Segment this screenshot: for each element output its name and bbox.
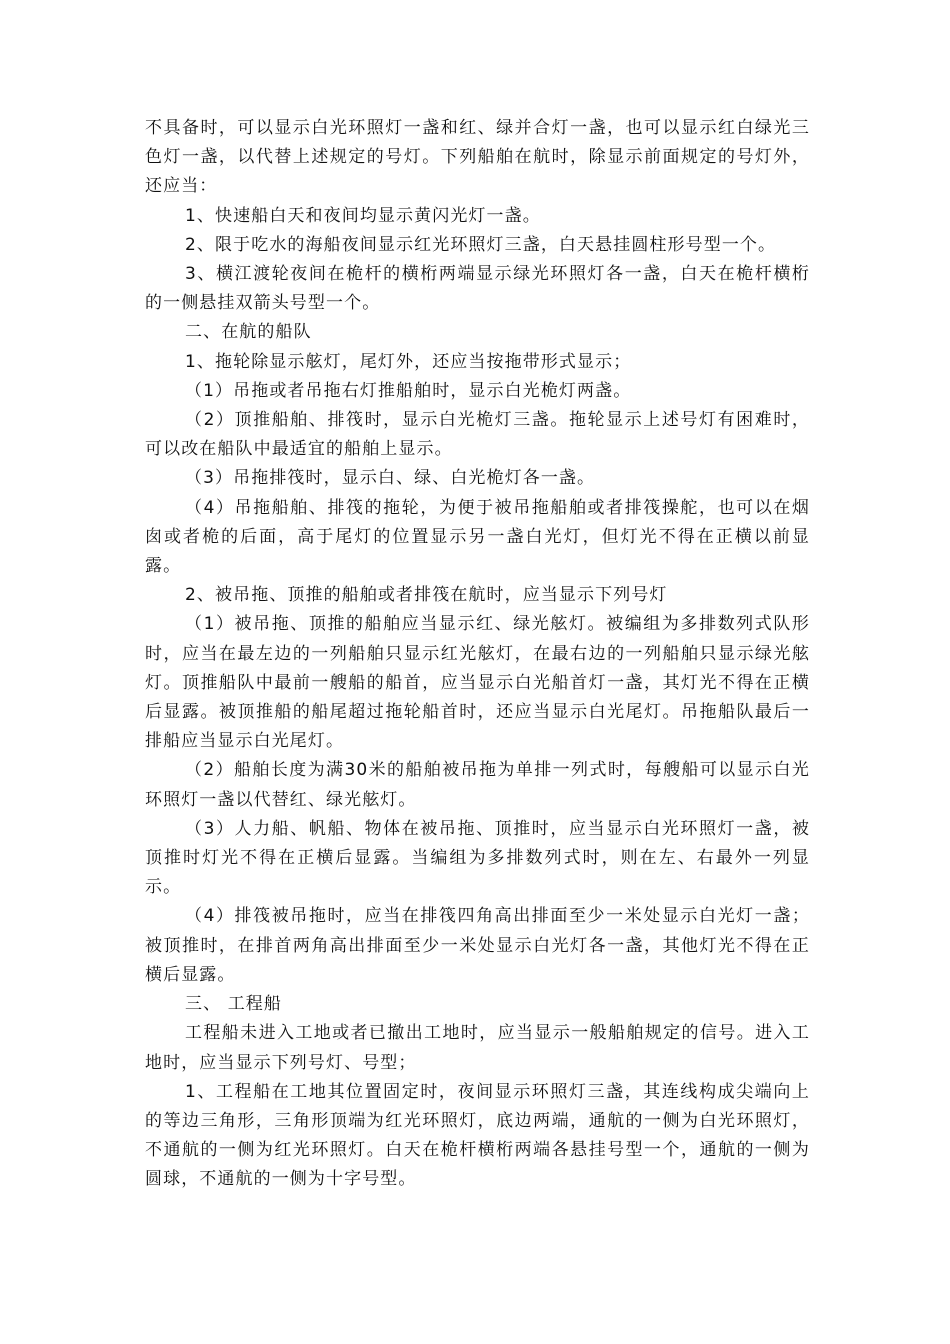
document-body: [145, 114, 810, 1195]
paragraph-item-fast-ship: 1、快速船白天和夜间均显示黄闪光灯一盏。: [185, 205, 541, 226]
paragraph-towed-sub-3: （3）人力船、帆船、物体在被吊拖、顶推时，应当显示白光环照灯一盏，被顶推时灯光不得在正横后显露。当编组为多排数列式时，则在左、右最外一列显示。: [145, 818, 810, 898]
paragraph-engineering-intro: 工程船未进入工地或者已撤出工地时，应当显示一般船舶规定的信号。进入工地时，应当显示下列号灯、号型；: [145, 1023, 810, 1073]
section-heading-engineering-ship: 三、 工程船: [185, 994, 283, 1015]
paragraph-item-ferry: 3、横江渡轮夜间在桅杆的横桁两端显示绿光环照灯各一盏，白天在桅杆横桁的一侧悬挂双箭头号型一个。: [145, 264, 810, 314]
paragraph-towed-vessels: 2、被吊拖、顶推的船舶或者排筏在航时，应当显示下列号灯: [185, 585, 668, 606]
section-heading-convoy: 二、在航的船队: [185, 322, 312, 343]
paragraph-towed-sub-2: （2）船舶长度为满30米的船舶被吊拖为单排一列式时，每艘船可以显示白光环照灯一盏以代替红、绿光舷灯。: [145, 760, 810, 810]
paragraph-towed-sub-1: （1）被吊拖、顶推的船舶应当显示红、绿光舷灯。被编组为多排数列式队形时，应当在最左边的一列船舶只显示红光舷灯，在最右边的一列船舶只显示绿光舷灯。顶推船队中最前一艘船的船首，应当显示白光船首灯一盏，其灯光不得在正横后显露。被顶推船的船尾超过拖轮船首时，还应当显示白光尾灯。吊拖船队最后一排船应当显示白光尾灯。: [145, 614, 810, 752]
paragraph-towed-sub-4: （4）排筏被吊拖时，应当在排筏四角高出排面至少一米处显示白光灯一盏；被顶推时，在排首两角高出排面至少一米处显示白光灯各一盏，其他灯光不得在正横后显露。: [145, 906, 810, 985]
paragraph-sub-4: （4）吊拖船舶、排筏的拖轮，为便于被吊拖船舶或者排筏操舵，也可以在烟囱或者桅的后面，高于尾灯的位置显示另一盏白光灯，但灯光不得在正横以前显露。: [145, 497, 810, 577]
paragraph-item-draft-limited: 2、限于吃水的海船夜间显示红光环照灯三盏，白天悬挂圆柱形号型一个。: [185, 234, 777, 255]
paragraph-sub-2: （2）顶推船舶、排筏时，显示白光桅灯三盏。拖轮显示上述号灯有困难时，可以改在船队中最适宜的船舶上显示。: [145, 410, 810, 460]
paragraph-intro: 不具备时，可以显示白光环照灯一盏和红、绿并合灯一盏，也可以显示红白绿光三色灯一盏，以代替上述规定的号灯。下列船舶在航时，除显示前面规定的号灯外，还应当：: [145, 118, 810, 197]
paragraph-tug-lights: 1、拖轮除显示舷灯，尾灯外，还应当按拖带形式显示；: [185, 351, 632, 372]
paragraph-engineering-item-1: 1、工程船在工地其位置固定时，夜间显示环照灯三盏，其连线构成尖端向上的等边三角形，三角形顶端为红光环照灯，底边两端，通航的一侧为白光环照灯，不通航的一侧为红光环照灯。白天在桅杆横桁两端各悬挂号型一个，通航的一侧为圆球，不通航的一侧为十字号型。: [145, 1081, 810, 1190]
paragraph-sub-3: （3）吊拖排筏时，显示白、绿、白光桅灯各一盏。: [185, 468, 596, 489]
paragraph-sub-1: （1）吊拖或者吊拖右灯推船舶时，显示白光桅灯两盏。: [185, 380, 632, 401]
